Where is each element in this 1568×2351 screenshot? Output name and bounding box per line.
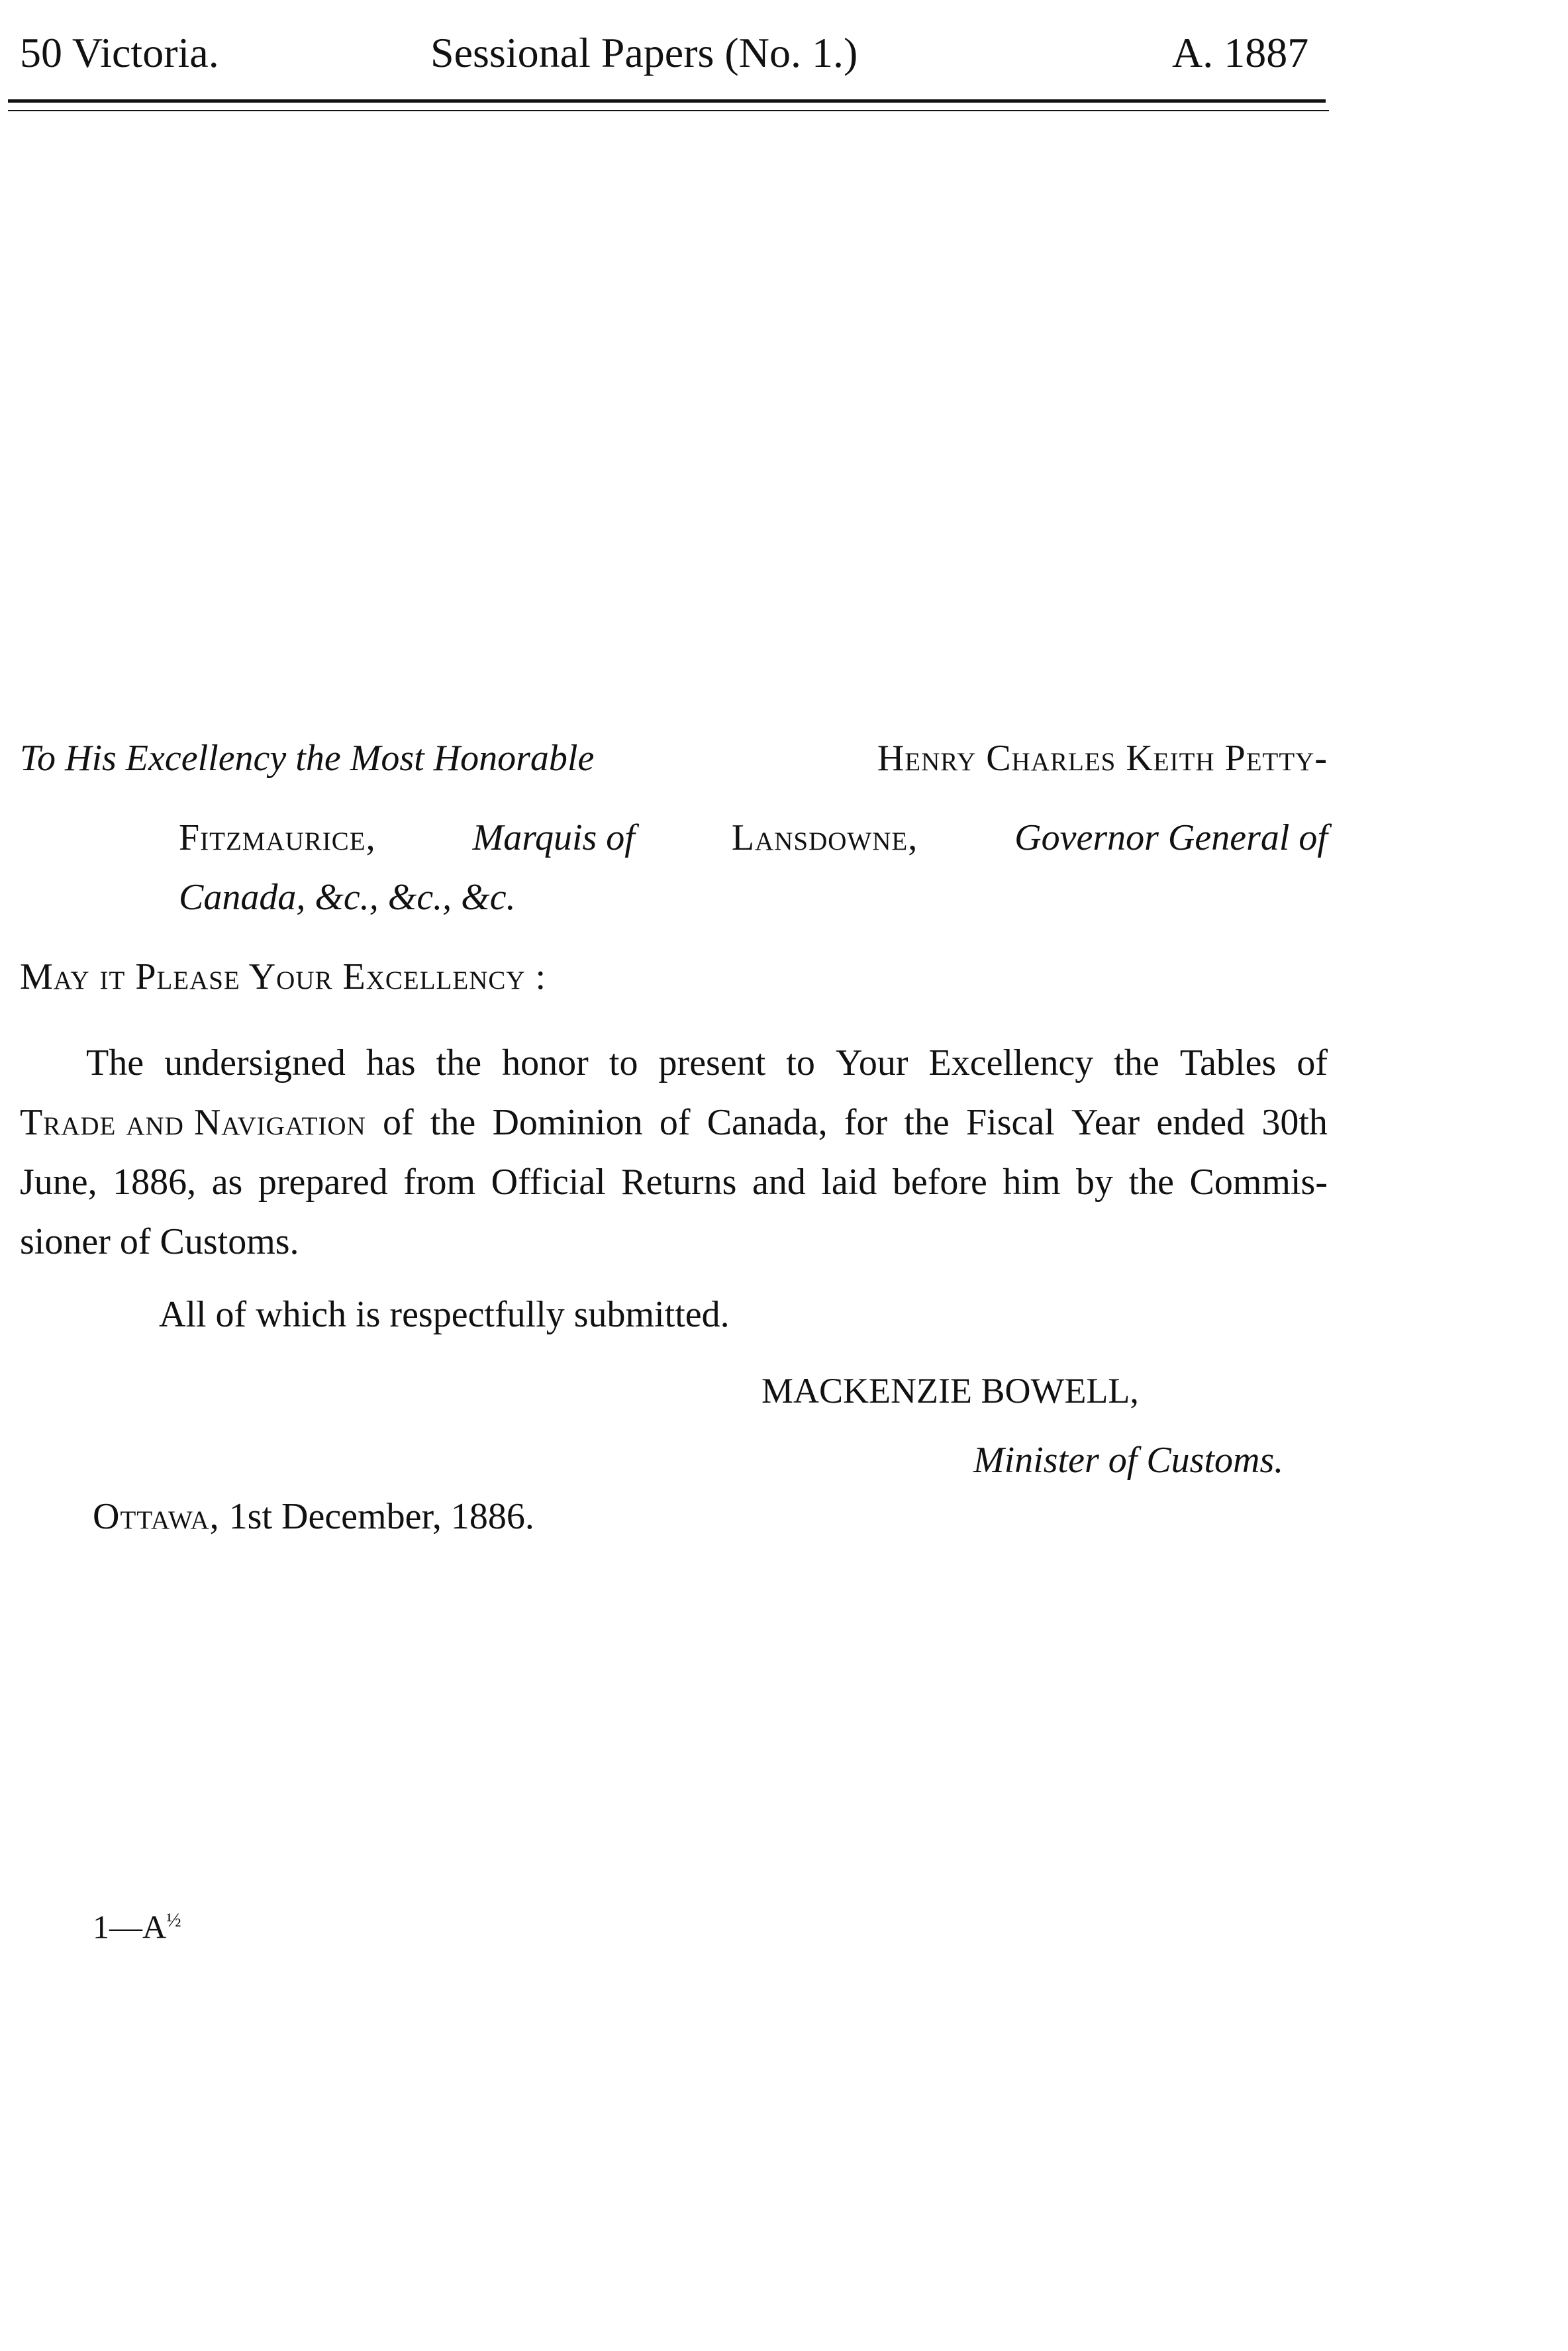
body-line-3-word: before <box>892 1162 987 1203</box>
body-line-3-word: Official <box>491 1162 606 1203</box>
body-line-1-word: The <box>86 1042 144 1083</box>
body-line-3-word: and <box>752 1162 806 1203</box>
body-line-4: sioner of Customs. <box>20 1221 299 1262</box>
salutation: May it Please Your Excellency : <box>20 956 547 997</box>
body-line-2-word: the <box>904 1102 950 1143</box>
body-line-1-word: has <box>366 1042 416 1083</box>
body-line-3-word: from <box>403 1162 476 1203</box>
header-rule-thick <box>8 99 1326 103</box>
body-line-1-word: Excellency <box>928 1042 1094 1083</box>
body-line-3-word: the <box>1128 1162 1174 1203</box>
place-and-date <box>93 1493 534 1540</box>
body-line-1 <box>86 1040 1328 1086</box>
header-series: Sessional Papers (No. 1.) <box>430 29 858 76</box>
body-line-2-word: Year <box>1071 1102 1140 1143</box>
body-line-2-word: Canada, <box>707 1102 828 1143</box>
closing-sentence: All of which is respectfully submitted. <box>159 1294 730 1335</box>
body-line-2-word: Dominion <box>492 1102 643 1143</box>
folio-fraction: ½ <box>166 1909 181 1931</box>
body-line-2-word: of <box>382 1102 414 1143</box>
body-line-3-word: prepared <box>258 1162 388 1203</box>
place: Ottawa, <box>93 1496 220 1537</box>
address-name: Henry Charles Keith Petty- <box>877 738 1328 779</box>
body-line-2-word: of <box>659 1102 691 1143</box>
address-line-3: Canada, &c., &c., &c. <box>179 877 516 918</box>
header-volume: 50 Victoria. <box>20 29 219 76</box>
body-line-1-word: honor <box>502 1042 589 1083</box>
body-line-3 <box>20 1159 1328 1205</box>
body-line-2-word: ended <box>1156 1102 1246 1143</box>
body-line-1-word: to <box>786 1042 815 1083</box>
body-line-1-word: the <box>1114 1042 1159 1083</box>
body-line-3-word: 1886, <box>113 1162 197 1203</box>
address-surname: Fitzmaurice, <box>179 817 376 858</box>
body-line-1-word: Your <box>835 1042 908 1083</box>
body-line-3-word: him <box>1003 1162 1061 1203</box>
date: 1st December, 1886. <box>228 1496 534 1537</box>
body-line-2-word: 30th <box>1261 1102 1328 1143</box>
address-rank: Marquis of <box>472 817 635 858</box>
body-line-3-word: by <box>1076 1162 1114 1203</box>
body-line-2-word: Fiscal <box>966 1102 1055 1143</box>
body-line-3-word: Commis- <box>1189 1162 1328 1203</box>
body-line-1-word: Tables <box>1179 1042 1277 1083</box>
folio-main: 1—A <box>93 1908 167 1946</box>
body-line-3-word: June, <box>20 1162 97 1203</box>
address-line-1 <box>20 735 1328 781</box>
header-rule-thin <box>8 110 1329 111</box>
body-subject: Trade and Navigation <box>20 1102 366 1143</box>
address-title: Lansdowne, <box>731 817 918 858</box>
body-line-1-word: to <box>609 1042 638 1083</box>
body-line-3-word: laid <box>821 1162 877 1203</box>
body-line-2-word: the <box>430 1102 476 1143</box>
body-line-1-word: present <box>658 1042 766 1083</box>
signatory-title: Minister of Customs. <box>973 1440 1284 1481</box>
body-line-2 <box>20 1099 1328 1146</box>
body-line-2-word: for <box>844 1102 888 1143</box>
body-line-1-word: the <box>436 1042 482 1083</box>
body-line-1-word: of <box>1297 1042 1328 1083</box>
body-line-3-word: Returns <box>621 1162 737 1203</box>
signatory-name: MACKENZIE BOWELL, <box>761 1371 1139 1411</box>
folio-signature-mark <box>93 1897 181 1950</box>
address-honorific: To His Excellency the Most Honorable <box>20 738 595 779</box>
body-line-1-word: undersigned <box>164 1042 346 1083</box>
body-line-3-word: as <box>211 1162 243 1203</box>
header-year: A. 1887 <box>1172 29 1309 76</box>
address-office: Governor General of <box>1014 817 1328 858</box>
address-line-2 <box>179 815 1328 861</box>
